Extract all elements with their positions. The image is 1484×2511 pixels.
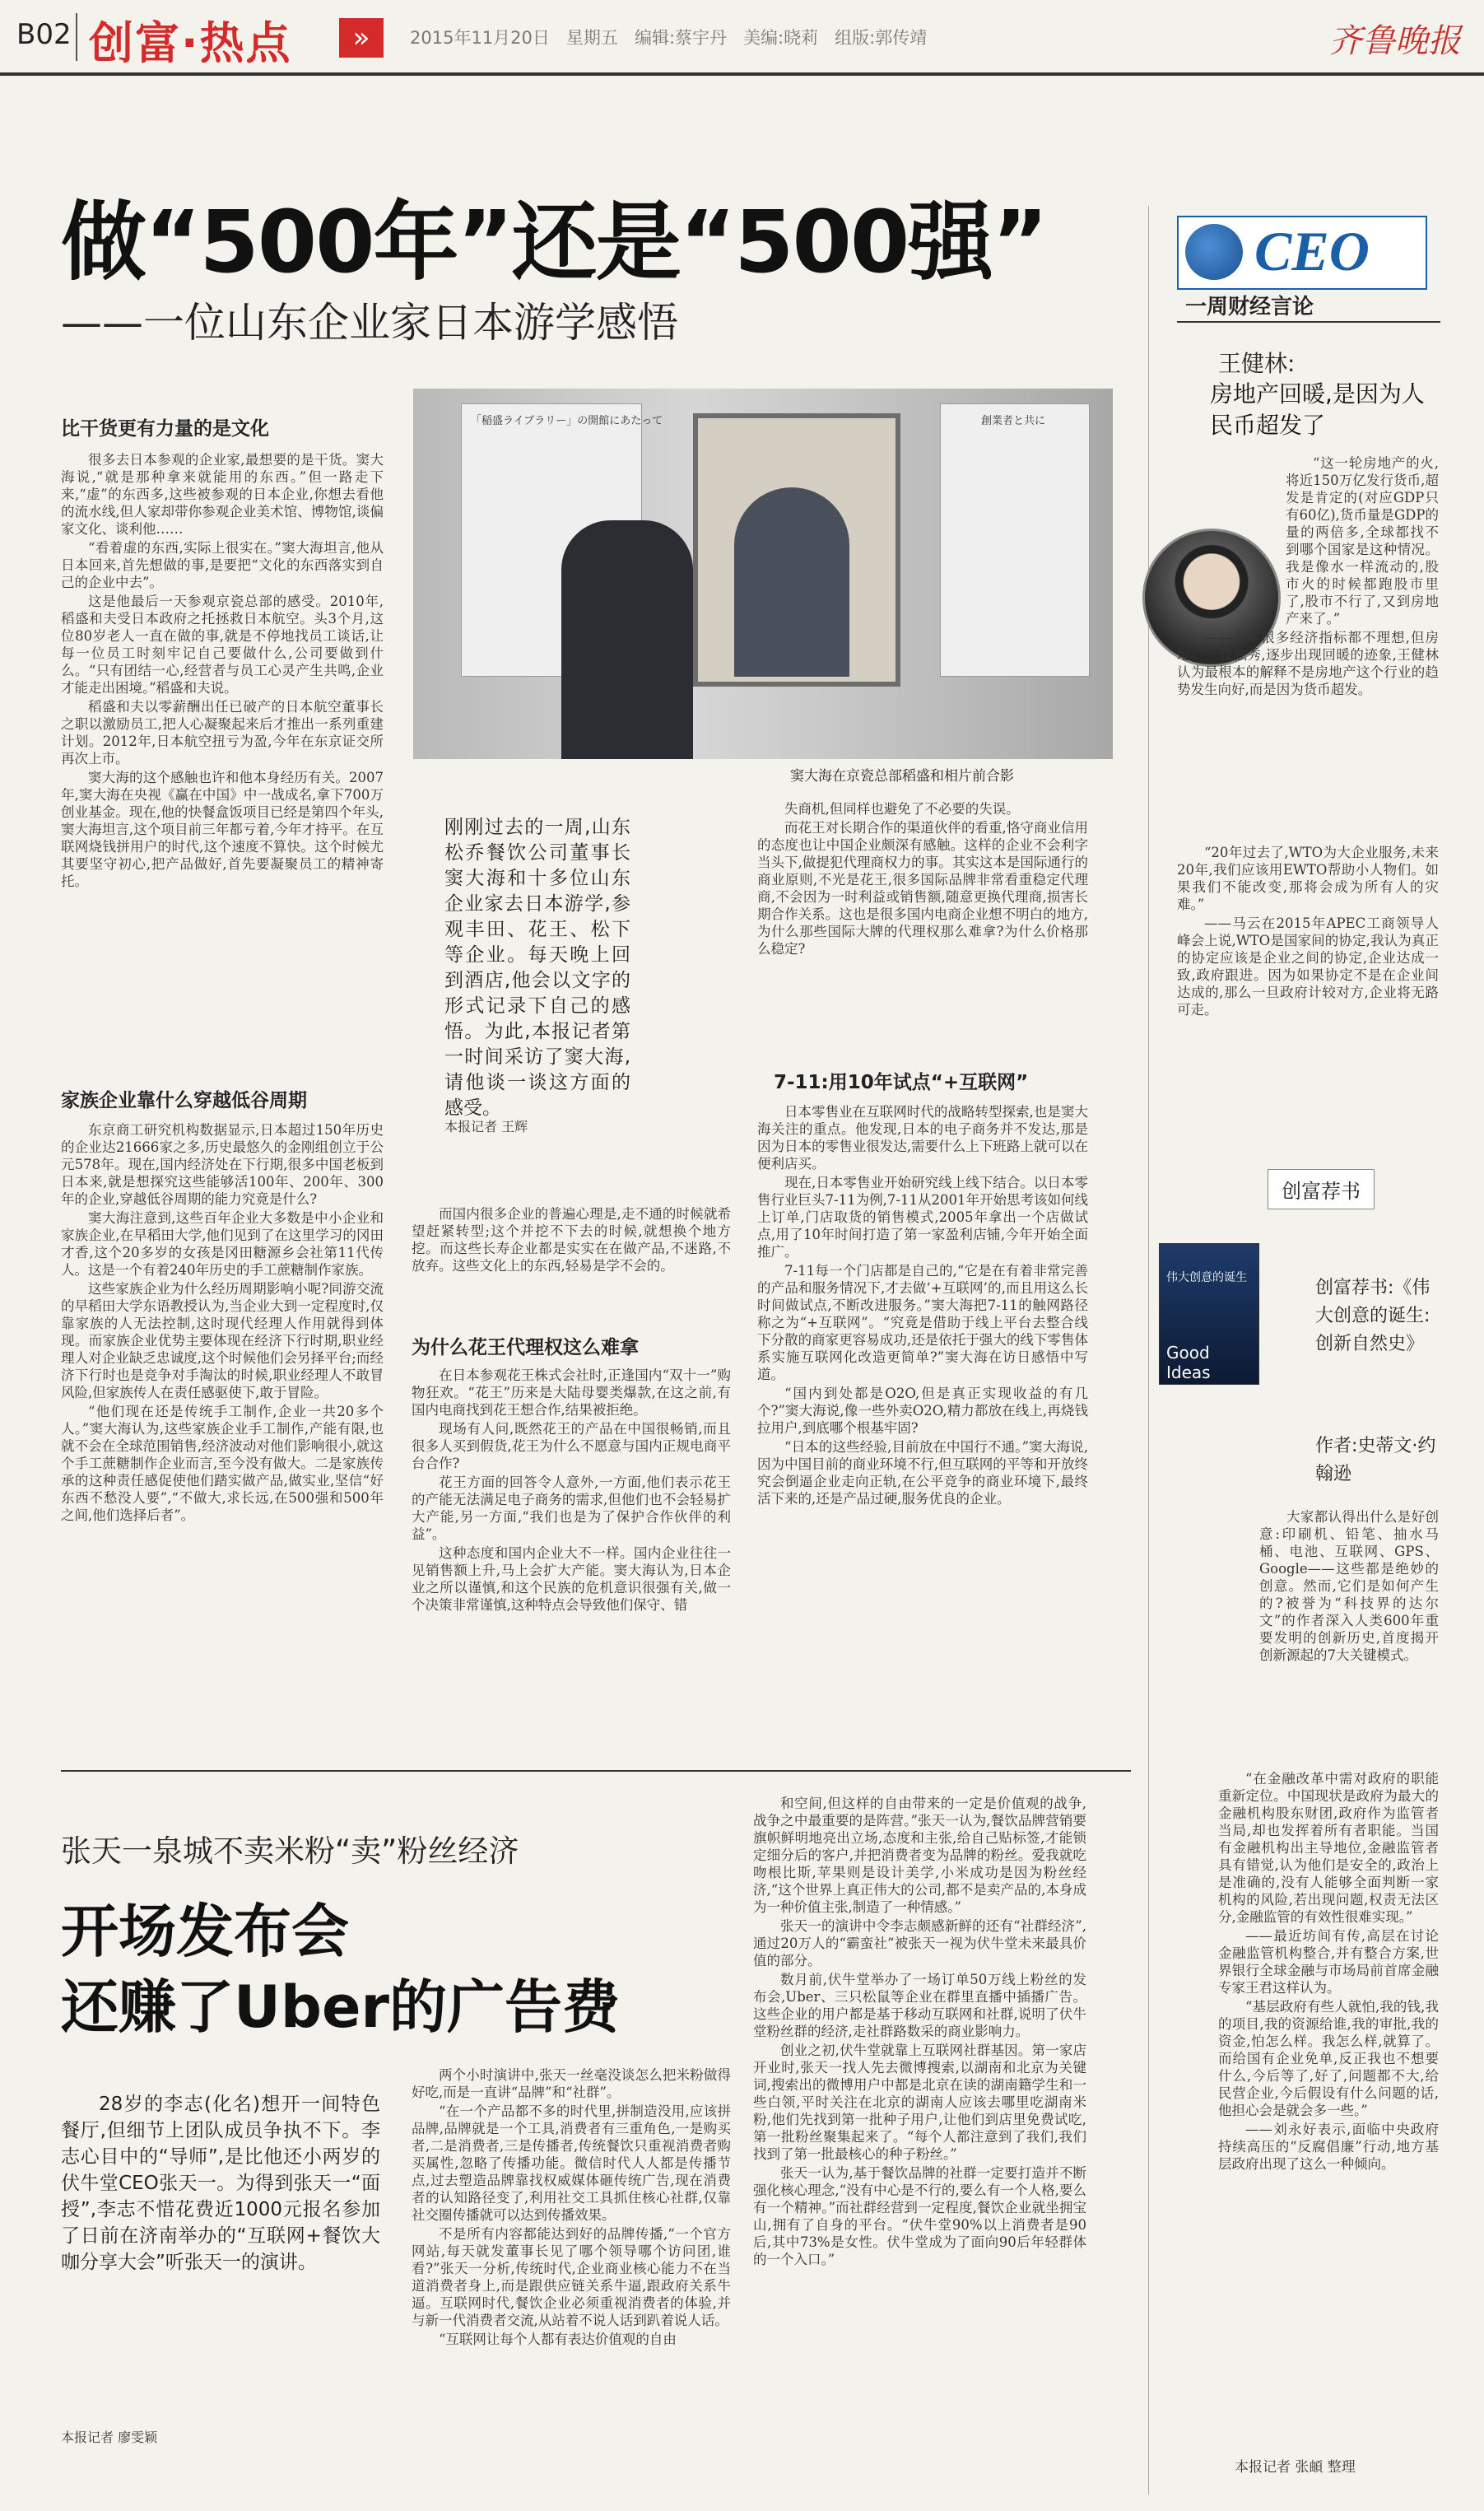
paragraph: “国内到处都是O2O,但是真正实现收益的有几个?”窦大海说,像一些外卖O2O,精力都放在线上,再烧钱拉用户,到底哪个根基牢固? bbox=[757, 1386, 1088, 1436]
ceo-editor: 本报记者 张頔 整理 bbox=[1235, 2459, 1356, 2476]
ceo-person1-title: 房地产回暖,是因为人民币超发了 bbox=[1210, 380, 1425, 439]
section-title-culture: 比干货更有力量的是文化 bbox=[61, 418, 269, 440]
paragraph: “他们现在还是传统手工制作,企业一共20多个人。”窦大海认为,这些家族企业手工制作,产能有限,也就不会在全球范围销售,经济波动对他们影响很小,就这个手工蔗糖制作企业而言,至今没有做大。二是家族传承的这种责任感促使他们踏实做产品,做实业,坚信“好东西不愁没人要”,“不做大,求长远,在500强和500年之间,他们选择后者”。 bbox=[61, 1404, 384, 1523]
sidebar-divider bbox=[1148, 206, 1149, 2495]
paragraph: 东京商工研究机构数据显示,日本超过150年历史的企业达21666家之多,历史最悠久的金刚组创立于公元578年。现在,国内经济处在下行期,很多中国老板到日本来,就是想探究这些能够活100年、200年、300年的企业,穿越低谷周期的能力究竟是什么? bbox=[61, 1122, 384, 1207]
paragraph: 7-11每一个门店都是自己的,“它是在有着非常完善的产品和服务情况下,才去做‘+互联网’的,而且用这么长时间做试点,不断改进服务。”窦大海把7-11的触网路径称之为“+互联网”。“究竟是借助于线上平台去整合线下分散的商家更容易成功,还是依托于强大的线下零售体系实施互联网化改造更简单?”窦大海在访日感悟中写道。 bbox=[757, 1263, 1088, 1382]
paragraph: “在一个产品都不多的时代里,拼制造没用,应该拼品牌,品牌就是一个工具,消费者有三重角色,一是购买者,二是消费者,三是传播者,传统餐饮只重视消费者购买属性,忽略了传播功能。微信时代人人都是传播节点,过去塑造品牌靠找权威媒体砸传统广告,现在消费者的认知路径变了,利用社交工具抓住核心社群,仅靠社交圈传播就可以达到传播效果。 bbox=[412, 2103, 731, 2223]
paragraph: 日本零售业在互联网时代的战略转型探索,也是窦大海关注的重点。他发现,日本的电子商务并不发达,那是因为日本的零售业很发达,需要什么上下班路上就可以在便利店买。 bbox=[757, 1104, 1088, 1172]
paragraph: 创业之初,伏牛堂就靠上互联网社群基因。第一家店开业时,张天一找人先去微博搜索,以湖南和北京为关键词,搜索出的微博用户中都是北京在读的湖南籍学生和一些白领,平时关注在北京的湖南人应该去哪里吃湖南米粉,他们先找到第一批种子用户,让他们到店里免费试吃,第一批粉丝聚集起来了。“每个人都注意到了我们,我们找到了第一批最核心的种子粉丝。” bbox=[753, 2043, 1086, 2162]
brand-logo: 齐鲁晚报 bbox=[1329, 22, 1461, 60]
photo-person bbox=[561, 520, 693, 759]
paragraph: ——刘永好表示,面临中央政府持续高压的“反腐倡廉”行动,地方基层政府出现了这么一种倾向。 bbox=[1218, 2122, 1439, 2172]
paragraph: “在金融改革中需对政府的职能重新定位。中国现状是政府为最大的金融机构股东财团,政府作为监管者当局,却也发挥着所有者职能。当国有金融机构出主导地位,金融监管者具有错觉,认为他们是安全的,政治上是准确的,没有人能够全面判断一家机构的风险,若出现问题,权责无法区分,金融监管的有效性很难实现。” bbox=[1218, 1771, 1439, 1925]
ceo-quote3 bbox=[1218, 1770, 1439, 2412]
ceo-quote1 bbox=[1177, 454, 1439, 817]
article1-photo bbox=[413, 389, 1113, 759]
article1-col1b bbox=[61, 1121, 384, 1747]
article1-headline: 做“500年”还是“500强” bbox=[61, 192, 1047, 292]
section-title-711: 7-11:用10年试点“+互联网” bbox=[774, 1072, 1029, 1093]
article2-reporter: 本报记者 廖雯颖 bbox=[61, 2429, 158, 2445]
photo-panel-left-label: 「稲盛ライブラリー」の開館にあたって bbox=[471, 415, 663, 427]
paragraph: 现场有人问,既然花王的产品在中国很畅销,而且很多人买到假货,花王为什么不愿意与国内正规电商平台合作? bbox=[412, 1421, 731, 1471]
article2-intro: 28岁的李志(化名)想开一间特色餐厅,但细节上团队成员争执不下。李志心目中的“导师”,是比他还小两岁的伏牛堂CEO张天一。为得到张天一“面授”,李志不惜花费近1000元报名参加了日前在济南举办的“互联网+餐饮大咖分享大会”听张天一的演讲。 bbox=[61, 2094, 380, 2273]
paragraph: 这是他最后一天参观京瓷总部的感受。2010年,稻盛和夫受日本政府之托拯救日本航空。头3个月,这位80岁老人一直在做的事,就是不停地找员工谈话,让每一位员工时刻牢记自己要做什么,公司要做到什么。“只有团结一心,经营者与员工心灵产生共鸣,企业才能走出困境。”稻盛和夫说。 bbox=[61, 594, 384, 696]
paragraph: 现在,日本零售业开始研究线上线下结合。以日本零售行业巨头7-11为例,7-11从2001年开始思考该如何线上订单,门店取货的销售模式,2005年拿出一个店做试点,用了10年时间打造了第一家盈利店铺,今年开始全面推广。 bbox=[757, 1175, 1088, 1260]
header-divider bbox=[76, 13, 77, 61]
book-section-label: 创富荐书 bbox=[1268, 1169, 1375, 1209]
photo-panel-right-label: 創業者と共に bbox=[981, 415, 1046, 427]
header-weekday: 星期五 bbox=[565, 28, 618, 48]
book-author: 作者:史蒂文·约翰逊 bbox=[1315, 1436, 1436, 1484]
book-description: 大家都认得出什么是好创意:印刷机、铅笔、抽水马桶、电池、互联网、GPS、Google——这些都是绝妙的创意。然而,它们是如何产生的?被誉为“科技界的达尔文”的作者深入人类600年重要发明的创新历史,首度揭开创新源起的7大关键模式。 bbox=[1259, 1509, 1439, 1663]
paragraph: “看着虚的东西,实际上很实在。”窦大海坦言,他从日本回来,首先想做的事,是要把“文化的东西落实到自己的企业中去”。 bbox=[61, 540, 384, 590]
paragraph: 不是所有内容都能达到好的品牌传播,“一个官方网站,每天就发董事长见了哪个领导哪个访问团,谁看?”张天一分析,传统时代,企业商业核心能力不在当道消费者身上,而是跟供应链关系牛逼,跟政府关系牛逼。互联网时代,餐饮企业必须重视消费者的体验,并与新一代消费者交流,从站着不说人话到趴着说人话。 bbox=[412, 2226, 731, 2328]
article1-reporter: 本报记者 王辉 bbox=[444, 1119, 528, 1134]
paragraph: 这种态度和国内企业大不一样。国内企业往往一见销售额上升,马上会扩大产能。窦大海认为,日本企业之所以谨慎,和这个民族的危机意识很强有关,做一个决策非常谨慎,这种特点会导致他们保守、错 bbox=[412, 1545, 731, 1613]
ceo-person1-name: 王健林: bbox=[1218, 350, 1296, 377]
article1-col1 bbox=[61, 451, 384, 1077]
section-title-family: 家族企业靠什么穿越低谷周期 bbox=[61, 1090, 307, 1111]
photo-portrait-figure bbox=[734, 487, 849, 677]
paragraph: 在日本参观花王株式会社时,正逢国内“双十一”购物狂欢。“花王”历来是大陆母婴类爆款,在这之前,有国内电商找到花王想合作,结果被拒绝。 bbox=[412, 1367, 731, 1418]
paragraph: ——最近坊间有传,高层在讨论金融监管机构整合,并有整合方案,世界银行全球金融与市场局前首席金融专家王君这样认为。 bbox=[1218, 1928, 1439, 1996]
paragraph: 这些家族企业为什么经历周期影响小呢?同游交流的早稻田大学东语教授认为,当企业大到一定程度时,仅靠家族的人无法控制,这时现代经理人作用就得到体现。而家族企业优势主要体现在经济下行时期,职业经理人对企业缺乏忠诚度,这个时候他们会另择平台;而经济下行时也是竞争对手淘汰的时候,职业经理人不敢冒风险,但家族传人在责任感驱使下,敢于冒险。 bbox=[61, 1281, 384, 1400]
header-meta bbox=[410, 25, 927, 49]
paragraph: 而花王对长期合作的渠道伙伴的看重,恪守商业信用的态度也让中国企业颇深有感触。这样的企业不会利字当头下,做提犯代理商权力的事。其实这本是国际通行的商业原则,不光是花王,很多国际品牌非常看重稳定代理商,不会因为一时利益或销售额,随意更换代理商,损害长期合作关系。这也是很多国内电商企业想不明白的地方,为什么那些国际大牌的代理权那么难拿?为什么价格那么稳定? bbox=[757, 820, 1088, 957]
paragraph: “互联网让每个人都有表达价值观的自由 bbox=[439, 2332, 677, 2347]
article2-col3 bbox=[753, 1795, 1086, 2495]
article1-intro: 刚刚过去的一周,山东松乔餐饮公司董事长窦大海和十多位山东企业家去日本游学,参观丰田、花王、松下等企业。每天晚上回到酒店,他会以文字的形式记录下自己的感悟。为此,本报记者第一时间采访了窦大海,请他谈一谈这方面的感受。 bbox=[444, 817, 630, 1119]
paragraph: 张天一的演讲中令李志颇感新鲜的还有“社群经济”,通过20万人的“霸蛮社”被张天一视为伏牛堂未来最具价值的部分。 bbox=[753, 1918, 1086, 1968]
section-title-kao: 为什么花王代理权这么难拿 bbox=[412, 1337, 639, 1358]
book-cover-en: Good Ideas bbox=[1166, 1343, 1211, 1382]
paragraph: 很多去日本参观的企业家,最想要的是干货。窦大海说,“就是那种拿来就能用的东西。”但一路走下来,“虚”的东西多,这些被参观的日本企业,你想去看他的流水线,但人家却带你参观企业美术馆、博物馆,谈偏家文化、谈利他…… bbox=[61, 452, 384, 537]
article1-col4 bbox=[757, 800, 1088, 1054]
paragraph: 和空间,但这样的自由带来的一定是价值观的战争,战争之中最重要的是阵营。”张天一认为,餐饮品牌营销要旗帜鲜明地亮出立场,态度和主张,给自己贴标签,才能锁定细分后的客户,并把消费者变为品牌的粉丝。爱我就吃吻根比斯,苹果则是设计美学,小米成功是因为粉丝经济,“这个世界上真正伟大的公司,都不是卖产品的,本身成为一种价值主张,制造了一种情感。” bbox=[753, 1796, 1086, 1915]
paragraph: 稻盛和夫以零薪酬出任已破产的日本航空董事长之职以激励员工,把人心凝聚起来后才推出一系列重建计划。2012年,日本航空扭亏为盈,今年在东京证交所再次上市。 bbox=[61, 699, 384, 766]
ceo-quote2 bbox=[1177, 844, 1439, 1148]
paragraph: 窦大海的这个感触也许和他本身经历有关。2007年,窦大海在央视《赢在中国》中一战成名,拿下700万创业基金。现在,他的快餐盒饭项目已经是第四个年头,窦大海坦言,这个项目前三年都亏着,今年才持平。在互联网烧钱拼用户的时代,这个速度不算快。这个时候尤其要坚守初心,把产品做好,首先要凝聚员工的精神寄托。 bbox=[61, 770, 384, 889]
paragraph: 数月前,伏牛堂举办了一场订单50万线上粉丝的发布会,Uber、三只松鼠等企业在群里直播中插播广告。这些企业的用户都是基于移动互联网和社群,说明了伏牛堂粉丝群的经济,走社群路数采的商业影响力。 bbox=[753, 1972, 1086, 2039]
paragraph: 两个小时演讲中,张天一丝毫没谈怎么把米粉做得好吃,而是一直讲“品牌”和“社群”。 bbox=[412, 2067, 731, 2100]
header-layout: 组版:郭传靖 bbox=[835, 28, 928, 48]
section-title: 创富·热点 bbox=[89, 17, 292, 69]
section-arrow-icon: » bbox=[339, 18, 384, 58]
paragraph: “这一轮房地产的火,将近150万亿发行货币,超发是肯定的(对应GDP只有60亿),货币量是GDP的量的两倍多,全球都找不到哪个国家是这种情况。我是像水一样流动的,股市火的时候都跑股市里了,股市不行了,又到房地产来了。” bbox=[1286, 455, 1439, 627]
book-cover-title: 伟大创意的诞生 bbox=[1166, 1271, 1247, 1284]
globe-icon bbox=[1185, 224, 1243, 280]
paragraph: 窦大海注意到,这些百年企业大多数是中小企业和家族企业,在早稻田大学,他们见到了在这里学习的冈田才香,这个20多岁的女孩是冈田糖源乡会社第11代传人。这是一个有着240年历史的手工蔗糖制作家族。 bbox=[61, 1210, 384, 1278]
page-number: B02 bbox=[16, 18, 72, 51]
ceo-column-rule bbox=[1177, 321, 1440, 323]
paragraph: 张天一认为,基于餐饮品牌的社群一定要打造并不断强化核心理念,“没有中心是不行的,要么有一个人格,要么有一个精神。”而社群经营到一定程度,餐饮企业就坐拥宝山,拥有了自身的平台。“伏牛堂90%以上消费者是90后,其中73%是女性。伏牛堂成为了面向90后年轻群体的一个入口。” bbox=[753, 2165, 1086, 2267]
ceo-logo bbox=[1177, 216, 1427, 290]
article2-headline-line1: 开场发布会 bbox=[61, 1898, 349, 1965]
paragraph: “基层政府有些人就怕,我的钱,我的项目,我的资源给谁,我的审批,我的资金,怕怎么样。我怎么样,就算了。而给国有企业免单,反正我也不想要什么,今后等了,好了,问题都不大,给民营企业,今后假设有什么问题的话,他担心会是就会多一些。” bbox=[1218, 1999, 1439, 2118]
ceo-logo-text: CEO bbox=[1254, 220, 1370, 282]
article2-col2 bbox=[412, 2066, 731, 2495]
article-divider bbox=[61, 1770, 1131, 1772]
photo-caption: 窦大海在京瓷总部稻盛和相片前合影 bbox=[790, 768, 1014, 785]
header-date: 2015年11月20日 bbox=[410, 28, 550, 48]
book-title: 创富荐书:《伟大创意的诞生:创新自然史》 bbox=[1315, 1278, 1431, 1354]
article1-subhead: ——一位山东企业家日本游学感悟 bbox=[61, 299, 678, 347]
header-editor: 编辑:蔡宇丹 bbox=[634, 28, 728, 48]
paragraph: ——今年很多经济指标都不理想,但房地产一枝独秀,逐步出现回暖的迹象,王健林认为最根本的解释不是房地产这个行业的趋势发生向好,而是因为货币超发。 bbox=[1177, 630, 1439, 697]
article1-col3 bbox=[412, 1205, 731, 1311]
article2-headline-line2: 还赚了Uber的广告费 bbox=[61, 1973, 620, 2041]
paragraph: 花王方面的回答令人意外,一方面,他们表示花王的产能无法满足电子商务的需求,但他们也不会轻易扩大产能,另一方面,“我们也是为了保护合作伙伴的利益”。 bbox=[412, 1474, 731, 1542]
book-cover bbox=[1159, 1243, 1259, 1385]
article1-col3b bbox=[412, 1367, 731, 1745]
article2-kicker: 张天一泉城不卖米粉“卖”粉丝经济 bbox=[61, 1833, 519, 1869]
article1-col4b bbox=[757, 1103, 1088, 1745]
paragraph: 失商机,但同样也避免了不必要的失误。 bbox=[784, 801, 1020, 817]
ceo-column-name: 一周财经言论 bbox=[1185, 295, 1314, 319]
paragraph: 而国内很多企业的普遍心理是,走不通的时候就希望赶紧转型;这个并挖不下去的时候,就想换个地方挖。而这些长寿企业都是实实在在做产品,不迷路,不放弃。这些文化上的东西,轻易是学不会的。 bbox=[412, 1206, 731, 1274]
paragraph: “20年过去了,WTO为大企业服务,未来20年,我们应该用EWTO帮助小人物们。如果我们不能改变,那将会成为所有人的灾难。” bbox=[1177, 845, 1439, 912]
header-art-editor: 美编:晓莉 bbox=[743, 28, 819, 48]
header-rule bbox=[0, 72, 1484, 76]
paragraph: ——马云在2015年APEC工商领导人峰会上说,WTO是国家间的协定,我认为真正的协定应该是企业之间的协定,企业达成一致,政府跟进。因为如果协定不是在企业间达成的,那么一旦政府计较对方,企业将无路可走。 bbox=[1177, 915, 1439, 1018]
photo-panel-right bbox=[940, 403, 1090, 677]
paragraph: “日本的这些经验,目前放在中国行不通。”窦大海说,因为中国目前的商业环境不行,但互联网的平等和开放终究会倒逼企业走向正轨,在公平竞争的商业环境下,最终活下来的,还是产品过硬,服务优良的企业。 bbox=[757, 1439, 1088, 1507]
page-header bbox=[0, 0, 1484, 76]
